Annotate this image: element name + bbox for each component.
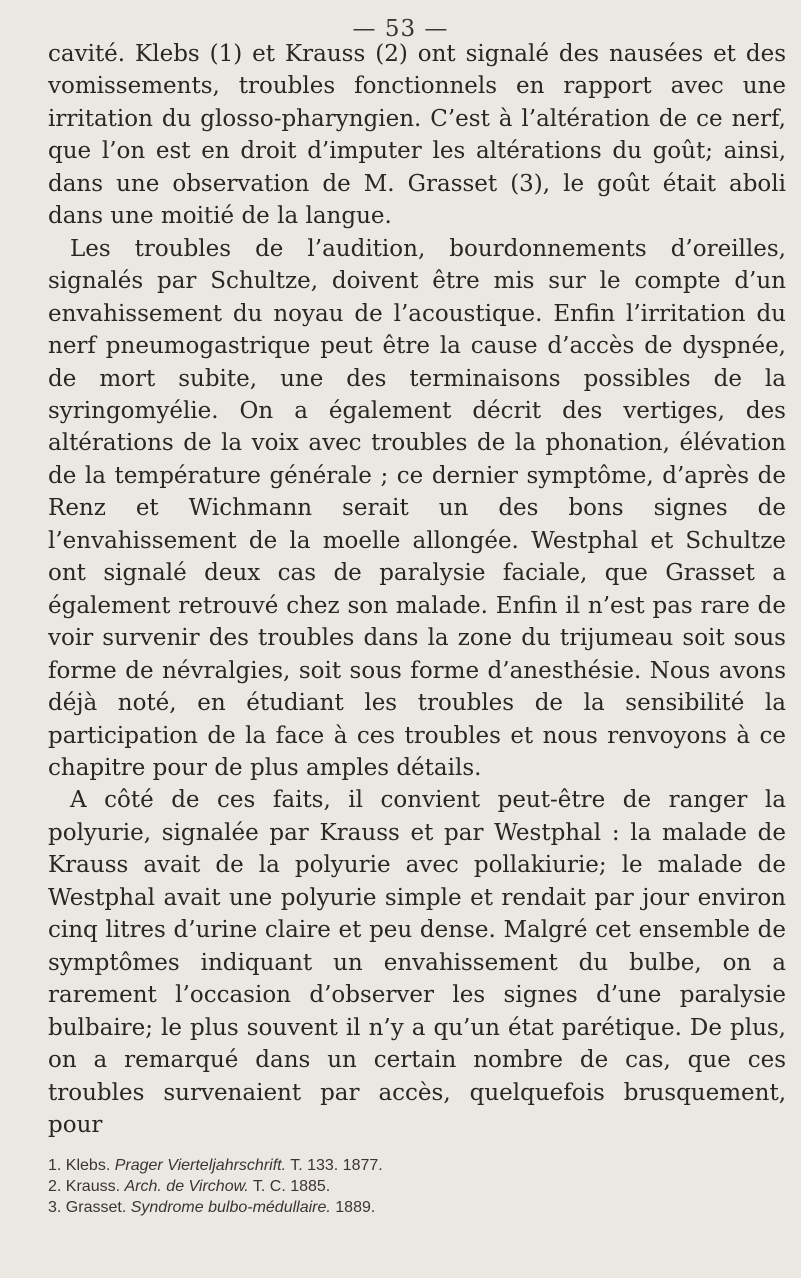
paragraph-2: Les troubles de l’audition, bourdonnements d’oreilles, signalés par Schultze, doivent être mis sur le compte d’un envahissement du noyau de l’acoustique. Enfin l’irritation du nerf pneumogastrique peut être la cause d’accès de dyspnée, de mort subite, une des terminaisons possibles de la syringomyélie. On a également décrit des vertiges, des altérations de la voix avec troubles de la phonation, élévation de la température générale ; ce dernier symptôme, d’après de Renz et Wichmann serait un des bons signes de l’envahissement de la moelle allongée. Westphal et Schultze ont signalé deux cas de paralysie faciale, que Grasset a également retrouvé chez son malade. Enfin il n’est pas rare de voir survenir des troubles dans la zone du trijumeau soit sous forme de névralgies, soit sous forme d’anesthésie. Nous avons déjà noté, en étudiant les troubles de la sensibilité la participation de la face à ces troubles et nous renvoyons à ce chapitre pour de plus amples détails.	[48, 235, 786, 781]
footnote-reference: T. 133. 1877.	[290, 1157, 383, 1174]
footnote-source: Prager Vierteljahrschrift.	[114, 1157, 287, 1174]
footnote-number: 1.	[48, 1157, 62, 1174]
footnote-source: Arch. de Virchow.	[124, 1178, 249, 1195]
footnote-reference: T. C. 1885.	[252, 1178, 331, 1195]
body-text	[48, 38, 786, 1141]
footnote-author: Klebs.	[65, 1157, 111, 1174]
footnote-author: Grasset.	[65, 1199, 127, 1216]
paragraph-3: A côté de ces faits, il convient peut-être de ranger la polyurie, signalée par Krauss et par Westphal : la malade de Krauss avait de la polyurie avec pollakiurie; le malade de Westphal avait une polyurie simple et rendait par jour environ cinq litres d’urine claire et peu dense. Malgré cet ensemble de symptômes indiquant un envahissement du bulbe, on a rarement l’occasion d’observer les signes d’une paralysie bulbaire; le plus souvent il n’y a qu’un état parétique. De plus, on a remarqué dans un certain nombre de cas, que ces troubles survenaient par accès, quelquefois brusquement, pour	[48, 787, 786, 1138]
footnote-number: 3.	[48, 1199, 62, 1216]
footnote-number: 2.	[48, 1178, 62, 1195]
footnote-source: Syndrome bulbo-médullaire.	[130, 1199, 331, 1216]
page-number: — 53 —	[352, 16, 449, 42]
footnote-1	[48, 1155, 786, 1176]
footnote-2	[48, 1176, 786, 1197]
footnote-reference: 1889.	[335, 1199, 376, 1216]
footnote-author: Krauss.	[65, 1178, 121, 1195]
footnote-3	[48, 1197, 786, 1218]
footnotes	[48, 1155, 786, 1218]
paragraph-1: cavité. Klebs (1) et Krauss (2) ont signalé des nausées et des vomissements, troubles fonctionnels en rapport avec une irritation du glosso-pharyngien. C’est à l’altération de ce nerf, que l’on est en droit d’imputer les altérations du goût; ainsi, dans une observation de M. Grasset (3), le goût était aboli dans une moitié de la langue.	[48, 41, 786, 230]
